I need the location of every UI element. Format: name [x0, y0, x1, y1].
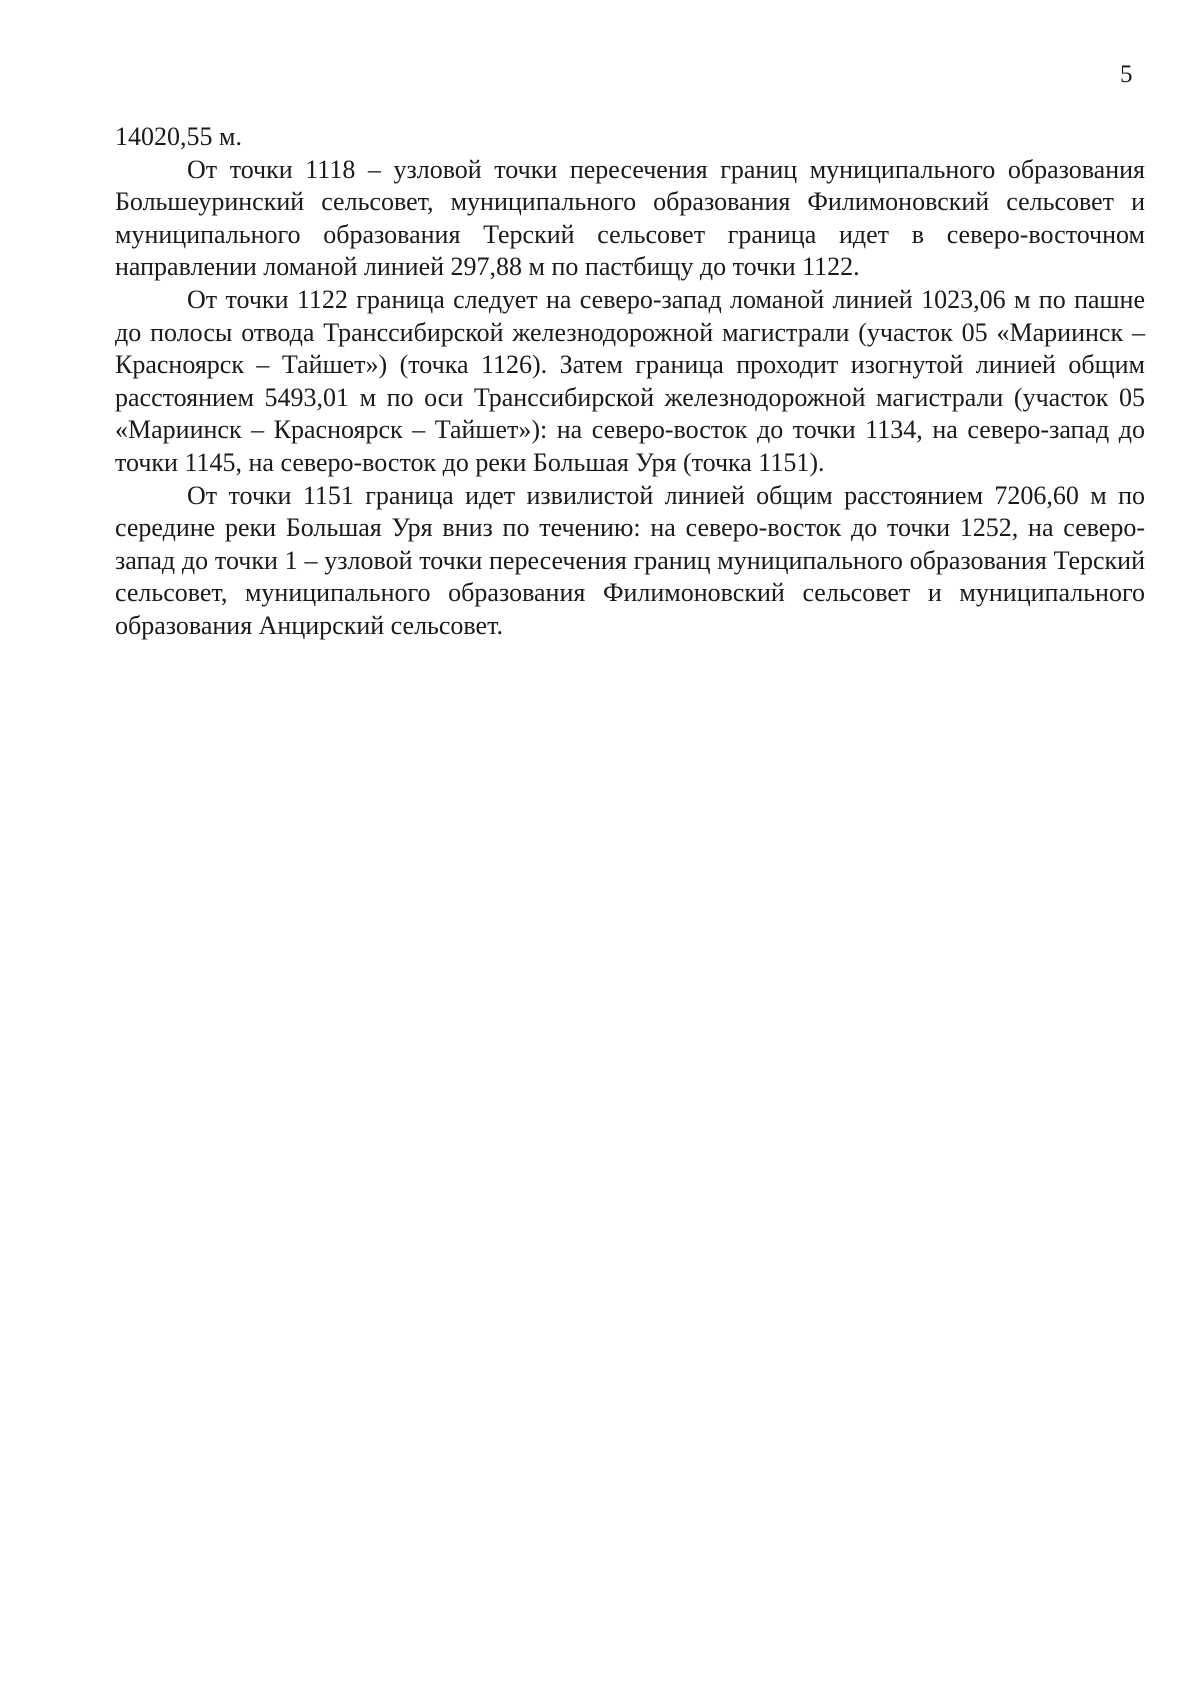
paragraph-point-1122: От точки 1122 граница следует на северо-запад ломаной линией 1023,06 м по пашне до полосы отвода Транссибирской железнодорожной магистрали (участок 05 «Мариинск – Красноярск – Тайшет») (точка 1126). Затем граница проходит изогнутой линией общим расстоянием 5493,01 м по оси Транссибирской железнодорожной магистрали (участок 05 «Мариинск – Красноярск – Тайшет»): на северо-восток до точки 1134, на северо-запад до точки 1145, на северо-восток до реки Большая Уря (точка 1151). [115, 284, 1145, 477]
paragraph-point-1151: От точки 1151 граница идет извилистой линией общим расстоянием 7206,60 м по середине реки Большая Уря вниз по течению: на северо-восток до точки 1252, на северо-запад до точки 1 – узловой точки пересечения границ муниципального образования Терский сельсовет, муниципального образования Филимоновский сельсовет и муниципального образования Анцирский сельсовет. [115, 480, 1145, 640]
document-body [115, 121, 1145, 643]
page-number: 5 [1120, 61, 1133, 88]
paragraph-point-1118: От точки 1118 – узловой точки пересечения границ муниципального образования Большеуринский сельсовет, муниципального образования Филимоновский сельсовет и муниципального образования Терский сельсовет граница идет в северо-восточном направлении ломаной линией 297,88 м по пастбищу до точки 1122. [115, 154, 1145, 282]
paragraph-continuation: 14020,55 м. [115, 122, 242, 151]
